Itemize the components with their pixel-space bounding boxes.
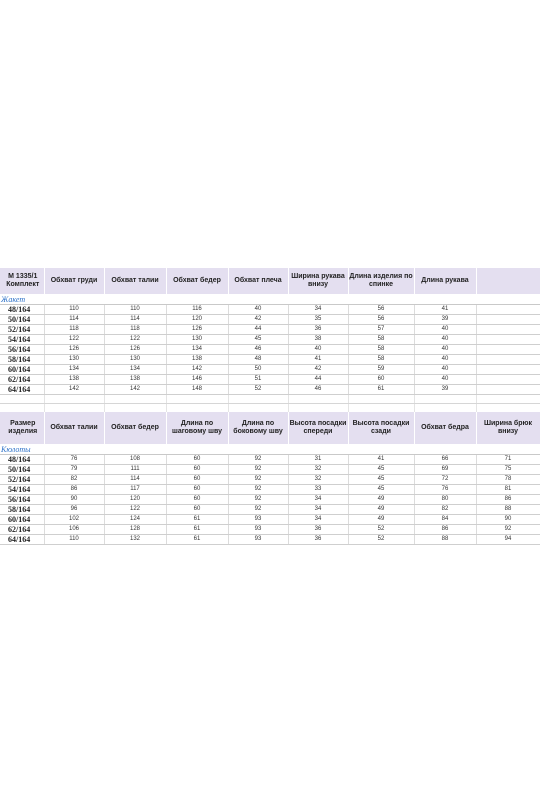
jacket-row <box>0 335 540 345</box>
jacket-value-cell: 126 <box>104 345 166 355</box>
jacket-row <box>0 365 540 375</box>
culottes-header-cell: Обхват бедер <box>104 412 166 444</box>
jacket-value-cell: 142 <box>166 365 228 375</box>
jacket-value-cell: 118 <box>104 325 166 335</box>
jacket-size-cell: 62/164 <box>0 375 44 385</box>
culottes-value-cell: 36 <box>288 525 348 535</box>
jacket-size-cell: 48/164 <box>0 305 44 315</box>
jacket-value-cell: 40 <box>414 325 476 335</box>
jacket-value-cell: 41 <box>288 355 348 365</box>
jacket-value-cell: 130 <box>44 355 104 365</box>
jacket-value-cell: 138 <box>166 355 228 365</box>
jacket-value-cell: 39 <box>414 315 476 325</box>
jacket-value-cell: 146 <box>166 375 228 385</box>
culottes-value-cell: 34 <box>288 515 348 525</box>
jacket-value-cell <box>476 305 540 315</box>
culottes-value-cell: 82 <box>414 505 476 515</box>
culottes-row <box>0 525 540 535</box>
jacket-value-cell: 59 <box>348 365 414 375</box>
culottes-value-cell: 108 <box>104 455 166 465</box>
jacket-size-table <box>0 268 540 422</box>
jacket-value-cell: 35 <box>288 315 348 325</box>
culottes-value-cell: 92 <box>228 465 288 475</box>
jacket-size-cell: 60/164 <box>0 365 44 375</box>
culottes-value-cell: 132 <box>104 535 166 545</box>
culottes-value-cell: 86 <box>44 485 104 495</box>
jacket-value-cell: 130 <box>104 355 166 365</box>
culottes-value-cell: 60 <box>166 505 228 515</box>
jacket-value-cell: 58 <box>348 345 414 355</box>
jacket-value-cell: 126 <box>44 345 104 355</box>
jacket-value-cell: 116 <box>166 305 228 315</box>
culottes-category-row <box>0 444 540 455</box>
jacket-value-cell: 41 <box>414 305 476 315</box>
culottes-row <box>0 535 540 545</box>
culottes-value-cell: 45 <box>348 475 414 485</box>
culottes-value-cell: 80 <box>414 495 476 505</box>
jacket-value-cell: 58 <box>348 355 414 365</box>
jacket-size-cell: 64/164 <box>0 385 44 395</box>
jacket-header-cell: М 1335/1 Комплект <box>0 268 44 294</box>
jacket-size-cell: 58/164 <box>0 355 44 365</box>
culottes-value-cell: 49 <box>348 495 414 505</box>
culottes-header-row <box>0 412 540 444</box>
culottes-row <box>0 495 540 505</box>
jacket-header-cell: Длина изделия по спинке <box>348 268 414 294</box>
culottes-value-cell: 60 <box>166 465 228 475</box>
culottes-value-cell: 117 <box>104 485 166 495</box>
culottes-value-cell: 36 <box>288 535 348 545</box>
culottes-value-cell: 110 <box>44 535 104 545</box>
jacket-value-cell: 134 <box>166 345 228 355</box>
jacket-header-cell <box>476 268 540 294</box>
culottes-value-cell: 93 <box>228 525 288 535</box>
jacket-value-cell: 138 <box>104 375 166 385</box>
culottes-value-cell: 92 <box>228 475 288 485</box>
culottes-size-cell: 62/164 <box>0 525 44 535</box>
jacket-value-cell: 142 <box>44 385 104 395</box>
culottes-header-cell: Обхват талии <box>44 412 104 444</box>
jacket-size-cell: 50/164 <box>0 315 44 325</box>
culottes-value-cell: 122 <box>104 505 166 515</box>
culottes-header-cell: Высота посадки сзади <box>348 412 414 444</box>
jacket-value-cell: 50 <box>228 365 288 375</box>
culottes-value-cell: 76 <box>414 485 476 495</box>
culottes-value-cell: 92 <box>228 505 288 515</box>
jacket-value-cell: 126 <box>166 325 228 335</box>
culottes-value-cell: 76 <box>44 455 104 465</box>
jacket-category-row <box>0 294 540 305</box>
culottes-value-cell: 45 <box>348 485 414 495</box>
jacket-header-cell: Длина рукава <box>414 268 476 294</box>
jacket-value-cell: 42 <box>228 315 288 325</box>
culottes-value-cell: 71 <box>476 455 540 465</box>
jacket-value-cell <box>476 375 540 385</box>
culottes-value-cell: 72 <box>414 475 476 485</box>
culottes-value-cell: 49 <box>348 515 414 525</box>
jacket-value-cell: 45 <box>228 335 288 345</box>
culottes-value-cell: 124 <box>104 515 166 525</box>
culottes-value-cell: 88 <box>476 505 540 515</box>
jacket-value-cell <box>476 345 540 355</box>
culottes-header-cell: Размер изделия <box>0 412 44 444</box>
culottes-value-cell: 120 <box>104 495 166 505</box>
jacket-row <box>0 315 540 325</box>
culottes-size-cell: 54/164 <box>0 485 44 495</box>
jacket-value-cell: 52 <box>228 385 288 395</box>
jacket-row <box>0 305 540 315</box>
jacket-value-cell: 40 <box>414 335 476 345</box>
culottes-value-cell: 61 <box>166 535 228 545</box>
culottes-value-cell: 60 <box>166 485 228 495</box>
culottes-value-cell: 86 <box>414 525 476 535</box>
jacket-value-cell: 40 <box>414 345 476 355</box>
culottes-value-cell: 92 <box>228 485 288 495</box>
culottes-value-cell: 128 <box>104 525 166 535</box>
culottes-value-cell: 114 <box>104 475 166 485</box>
jacket-value-cell: 134 <box>104 365 166 375</box>
jacket-value-cell: 46 <box>288 385 348 395</box>
culottes-value-cell: 66 <box>414 455 476 465</box>
jacket-value-cell: 56 <box>348 305 414 315</box>
culottes-value-cell: 86 <box>476 495 540 505</box>
jacket-value-cell: 44 <box>228 325 288 335</box>
culottes-value-cell: 106 <box>44 525 104 535</box>
jacket-value-cell <box>476 365 540 375</box>
jacket-row <box>0 385 540 395</box>
culottes-value-cell: 60 <box>166 475 228 485</box>
culottes-value-cell: 69 <box>414 465 476 475</box>
culottes-value-cell: 33 <box>288 485 348 495</box>
culottes-value-cell: 79 <box>44 465 104 475</box>
jacket-value-cell: 110 <box>104 305 166 315</box>
culottes-value-cell: 31 <box>288 455 348 465</box>
culottes-value-cell: 32 <box>288 465 348 475</box>
jacket-value-cell: 118 <box>44 325 104 335</box>
jacket-rows <box>0 305 540 395</box>
culottes-value-cell: 75 <box>476 465 540 475</box>
culottes-row <box>0 475 540 485</box>
culottes-value-cell: 60 <box>166 455 228 465</box>
jacket-value-cell: 110 <box>44 305 104 315</box>
jacket-value-cell: 60 <box>348 375 414 385</box>
jacket-value-cell: 51 <box>228 375 288 385</box>
culottes-size-cell: 60/164 <box>0 515 44 525</box>
jacket-value-cell: 46 <box>228 345 288 355</box>
jacket-value-cell: 39 <box>414 385 476 395</box>
culottes-value-cell: 92 <box>476 525 540 535</box>
jacket-value-cell: 40 <box>414 375 476 385</box>
culottes-header-cell: Длина по боковому шву <box>228 412 288 444</box>
culottes-value-cell: 34 <box>288 505 348 515</box>
culottes-header-cell: Длина по шаговому шву <box>166 412 228 444</box>
jacket-value-cell: 122 <box>44 335 104 345</box>
culottes-row <box>0 465 540 475</box>
jacket-value-cell: 148 <box>166 385 228 395</box>
jacket-value-cell: 120 <box>166 315 228 325</box>
culottes-value-cell: 49 <box>348 505 414 515</box>
jacket-value-cell: 61 <box>348 385 414 395</box>
jacket-row <box>0 345 540 355</box>
jacket-size-cell: 56/164 <box>0 345 44 355</box>
jacket-value-cell: 40 <box>288 345 348 355</box>
jacket-value-cell: 122 <box>104 335 166 345</box>
culottes-value-cell: 90 <box>44 495 104 505</box>
culottes-value-cell: 96 <box>44 505 104 515</box>
jacket-value-cell: 44 <box>288 375 348 385</box>
culottes-value-cell: 92 <box>228 455 288 465</box>
culottes-value-cell: 111 <box>104 465 166 475</box>
culottes-value-cell: 52 <box>348 535 414 545</box>
blank-row <box>0 395 540 404</box>
culottes-header-cell: Высота посадки спереди <box>288 412 348 444</box>
jacket-value-cell: 58 <box>348 335 414 345</box>
jacket-value-cell: 130 <box>166 335 228 345</box>
jacket-size-cell: 52/164 <box>0 325 44 335</box>
culottes-value-cell: 61 <box>166 515 228 525</box>
culottes-header-cell: Ширина брюк внизу <box>476 412 540 444</box>
jacket-value-cell: 138 <box>44 375 104 385</box>
culottes-value-cell: 61 <box>166 525 228 535</box>
culottes-size-cell: 58/164 <box>0 505 44 515</box>
jacket-value-cell: 134 <box>44 365 104 375</box>
culottes-value-cell: 92 <box>228 495 288 505</box>
culottes-row <box>0 455 540 465</box>
jacket-header-cell: Обхват бедер <box>166 268 228 294</box>
jacket-row <box>0 375 540 385</box>
jacket-value-cell <box>476 355 540 365</box>
culottes-value-cell: 41 <box>348 455 414 465</box>
culottes-value-cell: 102 <box>44 515 104 525</box>
culottes-value-cell: 78 <box>476 475 540 485</box>
culottes-header-cell: Обхват бедра <box>414 412 476 444</box>
jacket-header-row <box>0 268 540 294</box>
jacket-row <box>0 325 540 335</box>
jacket-value-cell: 40 <box>414 365 476 375</box>
jacket-value-cell: 56 <box>348 315 414 325</box>
culottes-rows <box>0 455 540 545</box>
jacket-value-cell: 34 <box>288 305 348 315</box>
jacket-value-cell: 40 <box>228 305 288 315</box>
culottes-size-cell: 52/164 <box>0 475 44 485</box>
culottes-value-cell: 93 <box>228 515 288 525</box>
culottes-size-table <box>0 412 540 545</box>
jacket-value-cell <box>476 385 540 395</box>
culottes-row <box>0 505 540 515</box>
jacket-value-cell: 48 <box>228 355 288 365</box>
jacket-value-cell <box>476 325 540 335</box>
jacket-value-cell: 40 <box>414 355 476 365</box>
culottes-value-cell: 93 <box>228 535 288 545</box>
culottes-value-cell: 45 <box>348 465 414 475</box>
culottes-value-cell: 90 <box>476 515 540 525</box>
jacket-row <box>0 355 540 365</box>
culottes-value-cell: 60 <box>166 495 228 505</box>
jacket-value-cell: 114 <box>104 315 166 325</box>
culottes-value-cell: 34 <box>288 495 348 505</box>
jacket-value-cell <box>476 315 540 325</box>
culottes-row <box>0 485 540 495</box>
culottes-size-cell: 64/164 <box>0 535 44 545</box>
jacket-value-cell: 38 <box>288 335 348 345</box>
jacket-size-cell: 54/164 <box>0 335 44 345</box>
jacket-header-cell: Обхват талии <box>104 268 166 294</box>
jacket-category-label: Жакет <box>0 294 540 305</box>
culottes-category-label: Кюлоты <box>0 444 540 455</box>
jacket-header-cell: Ширина рукава внизу <box>288 268 348 294</box>
jacket-header-cell: Обхват груди <box>44 268 104 294</box>
jacket-value-cell <box>476 335 540 345</box>
jacket-value-cell: 142 <box>104 385 166 395</box>
culottes-value-cell: 88 <box>414 535 476 545</box>
culottes-value-cell: 81 <box>476 485 540 495</box>
culottes-size-cell: 48/164 <box>0 455 44 465</box>
jacket-header-cell: Обхват плеча <box>228 268 288 294</box>
culottes-size-cell: 56/164 <box>0 495 44 505</box>
culottes-row <box>0 515 540 525</box>
jacket-value-cell: 42 <box>288 365 348 375</box>
culottes-value-cell: 32 <box>288 475 348 485</box>
culottes-value-cell: 52 <box>348 525 414 535</box>
culottes-value-cell: 94 <box>476 535 540 545</box>
culottes-value-cell: 84 <box>414 515 476 525</box>
jacket-value-cell: 57 <box>348 325 414 335</box>
jacket-value-cell: 114 <box>44 315 104 325</box>
culottes-value-cell: 82 <box>44 475 104 485</box>
culottes-size-cell: 50/164 <box>0 465 44 475</box>
jacket-value-cell: 36 <box>288 325 348 335</box>
